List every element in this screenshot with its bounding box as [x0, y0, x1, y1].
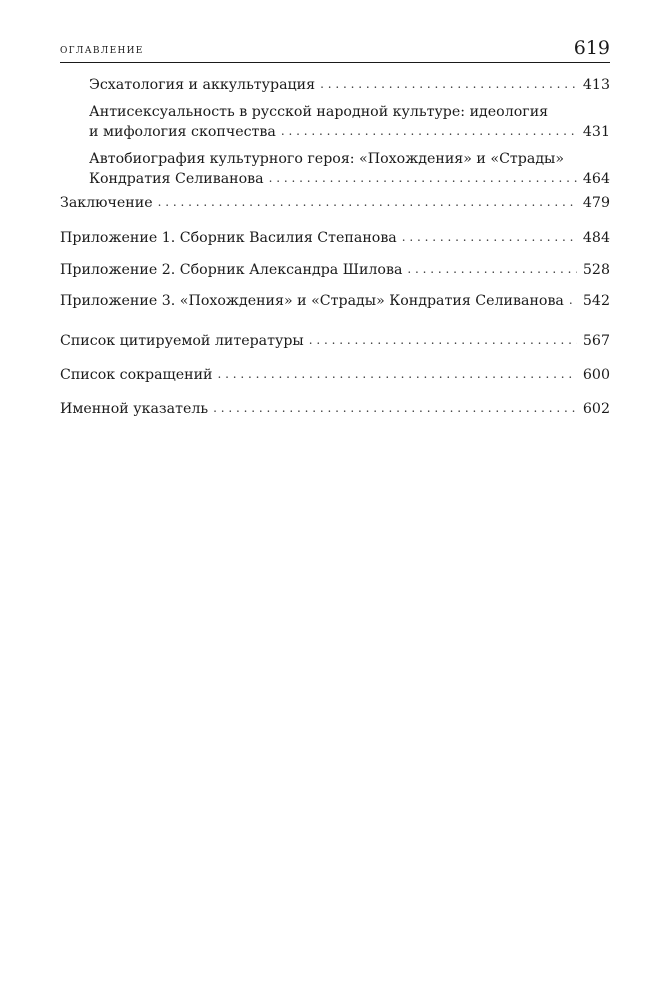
toc-entry-title: Список цитируемой литературы	[60, 333, 304, 349]
toc-entry[interactable]	[89, 75, 610, 95]
toc-entry-page: 484	[582, 230, 610, 246]
toc-entry-title: Эсхатология и аккультурация	[89, 77, 316, 93]
dot-leader	[407, 259, 577, 279]
dot-leader	[320, 74, 577, 94]
toc-entry[interactable]	[89, 149, 610, 189]
toc-entry[interactable]	[60, 365, 610, 385]
toc-entry-page: 600	[582, 367, 610, 383]
toc-entry[interactable]	[60, 331, 610, 351]
toc-entry-page: 479	[582, 195, 610, 211]
dot-leader	[217, 364, 576, 384]
toc-entry[interactable]	[60, 260, 610, 280]
toc-entry[interactable]	[60, 228, 610, 248]
toc-entry-page: 464	[582, 171, 610, 187]
toc-entry-title: Список сокращений	[60, 367, 213, 383]
toc-entry-title: и мифология скопчества	[89, 124, 276, 140]
toc-entry-page: 413	[582, 77, 610, 93]
toc-entry-title: Именной указатель	[60, 401, 209, 417]
toc-entry-page: 567	[582, 333, 610, 349]
dot-leader	[213, 398, 577, 418]
toc-entry-page: 542	[582, 293, 610, 309]
dot-leader	[569, 290, 577, 310]
toc-entry-title: Приложение 1. Сборник Василия Степанова	[60, 230, 397, 246]
running-header	[60, 36, 610, 63]
dot-leader	[281, 121, 577, 141]
toc-entry-title: Приложение 2. Сборник Александра Шилова	[60, 262, 403, 278]
dot-leader	[158, 192, 577, 212]
toc-entry-page: 431	[582, 124, 610, 140]
toc-entry[interactable]	[89, 102, 610, 142]
dot-leader	[269, 168, 577, 188]
toc-entry-title-line1: Автобиография культурного героя: «Похождения» и «Страды»	[89, 151, 565, 167]
toc-entry-title: Заключение	[60, 195, 153, 211]
toc-entry[interactable]	[60, 399, 610, 419]
running-title: оглавление	[60, 41, 144, 57]
dot-leader	[309, 330, 577, 350]
toc-entry-title: Приложение 3. «Похождения» и «Страды» Кондратия Селиванова	[60, 293, 564, 309]
toc-entry[interactable]	[60, 193, 610, 213]
toc-entry-title-line1: Антисексуальность в русской народной культуре: идеология	[89, 104, 549, 120]
toc-entry-page: 602	[582, 401, 610, 417]
toc-entry[interactable]	[60, 291, 610, 311]
dot-leader	[402, 227, 577, 247]
toc-entry-page: 528	[582, 262, 610, 278]
page-number: 619	[573, 37, 610, 59]
toc-entry-title: Кондратия Селиванова	[89, 171, 264, 187]
